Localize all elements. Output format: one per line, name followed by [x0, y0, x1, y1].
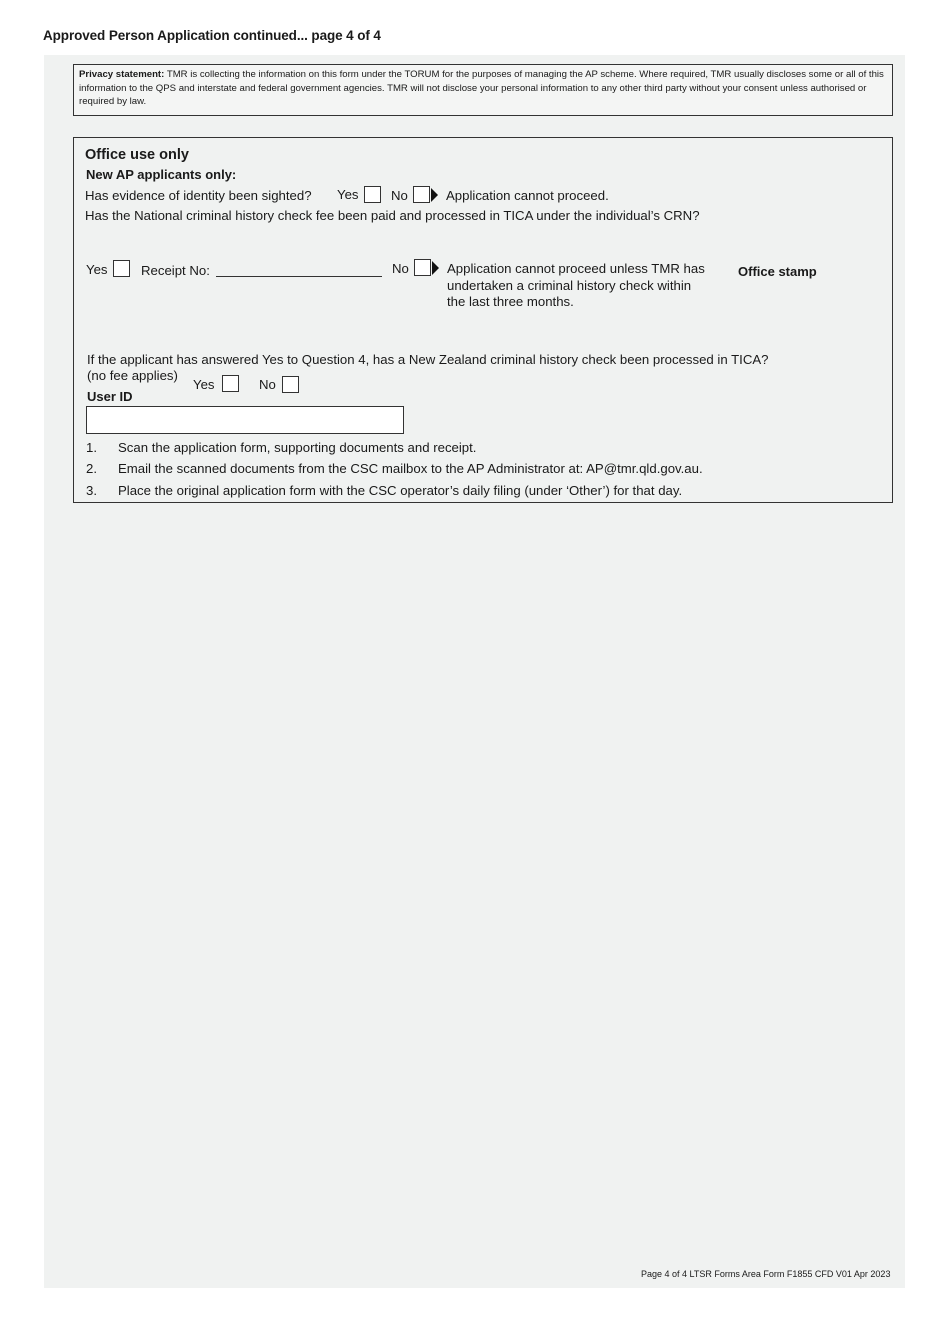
arrow-right-icon [432, 261, 439, 275]
privacy-text: TMR is collecting the information on this form under the TORUM for the purposes of managing the AP scheme. Where required, TMR usually discloses some or all of this information to the QPS and interstate and federal government agencies. TMR will not disclose your personal information to any other third party without your consent unless authorised or required by law. [79, 69, 884, 108]
step-number: 3. [86, 483, 97, 498]
identity-question: Has evidence of identity been sighted? [85, 188, 312, 203]
step-number: 1. [86, 440, 97, 455]
no-fee-note: (no fee applies) [87, 368, 178, 383]
step-text: Email the scanned documents from the CSC mailbox to the AP Administrator at: AP@tmr.qld.gov.au. [118, 461, 703, 476]
page-title: Approved Person Application continued... page 4 of 4 [43, 28, 381, 43]
new-ap-subtitle: New AP applicants only: [86, 167, 237, 182]
nz-no-checkbox[interactable] [282, 376, 299, 393]
identity-yes-label: Yes [337, 187, 359, 202]
fee-question: Has the National criminal history check fee been paid and processed in TICA under the individual’s CRN? [85, 208, 700, 223]
identity-no-checkbox[interactable] [413, 186, 430, 203]
fee-no-note: Application cannot proceed unless TMR has undertaken a criminal history check within the last three months. [447, 261, 705, 309]
step-text: Place the original application form with the CSC operator’s daily filing (under ‘Other’) for that day. [118, 483, 683, 498]
office-use-title: Office use only [85, 147, 189, 163]
receipt-label: Receipt No: [141, 263, 210, 278]
identity-yes-checkbox[interactable] [364, 186, 381, 203]
privacy-statement [73, 64, 893, 116]
receipt-number-field[interactable] [216, 276, 382, 277]
user-id-label: User ID [87, 389, 133, 404]
page-footer: Page 4 of 4 LTSR Forms Area Form F1855 CFD V01 Apr 2023 [641, 1269, 891, 1279]
step-text: Scan the application form, supporting documents and receipt. [118, 440, 477, 455]
nz-check-question: If the applicant has answered Yes to Question 4, has a New Zealand criminal history check been processed in TICA? [87, 352, 769, 367]
nz-no-label: No [259, 377, 276, 392]
arrow-right-icon [431, 188, 438, 202]
office-use-section [73, 137, 893, 503]
fee-no-checkbox[interactable] [414, 259, 431, 276]
fee-no-label: No [392, 261, 409, 276]
fee-yes-label: Yes [86, 262, 108, 277]
privacy-label: Privacy statement: [79, 69, 165, 80]
identity-no-label: No [391, 188, 408, 203]
identity-no-note: Application cannot proceed. [446, 188, 609, 203]
fee-yes-checkbox[interactable] [113, 260, 130, 277]
user-id-input[interactable] [86, 406, 404, 434]
step-number: 2. [86, 461, 97, 476]
nz-yes-checkbox[interactable] [222, 375, 239, 392]
nz-yes-label: Yes [193, 377, 215, 392]
office-stamp-label: Office stamp [738, 264, 817, 279]
